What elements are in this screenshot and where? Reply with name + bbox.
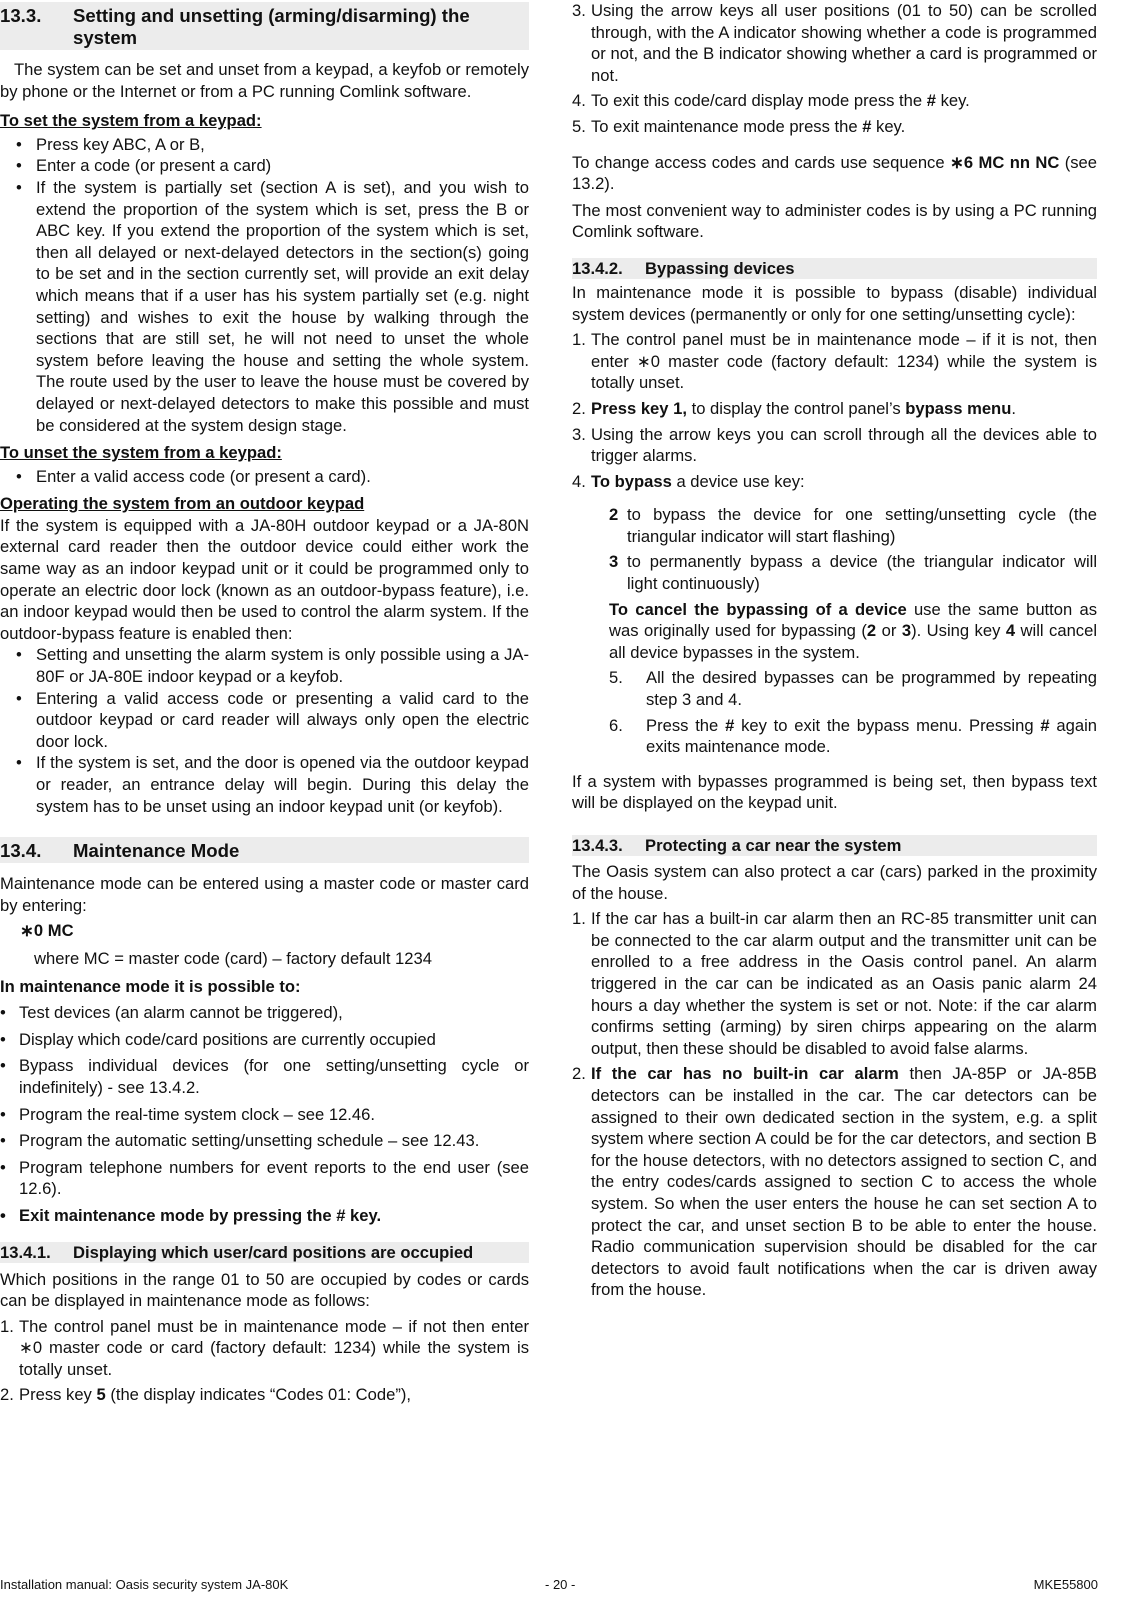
list-item: • If the system is partially set (section A is set), and you wish to extend the proportion of the system which is set, press the B or ABC key. If you extend the proportion of the system which is set, then all delayed or next-delayed detectors in the section(s) going to be set and in the section currently set, will provide an exit delay which means that if a user has his system partially set (e.g. night setting) and wishes to exit the house by walking through the sections that are still set, he will not need to unset the whole system before leaving the house and setting the whole system. The route used by the user to leave the house must be covered by delayed or next-delayed detectors to make this possible and must be considered at the system design stage. (16, 177, 529, 435)
list-item: • Press key ABC, A or B, (16, 134, 205, 154)
list-item: 4. To exit this code/card display mode press the # key. (572, 91, 970, 111)
cancel-bypass-paragraph: To cancel the bypassing of a device use the same button as was originally used for bypassing (2 or 3). Using key 4 will cancel all device bypasses in the system. (609, 599, 1098, 662)
list-item: • Entering a valid access code or presenting a valid card to the outdoor keypad or card reader will always only open the electric door lock. (16, 688, 529, 751)
maintenance-paragraph: Maintenance mode can be entered using a master code or master card by entering: (0, 874, 529, 915)
list-item: 3. Using the arrow keys all user positions (01 to 50) can be scrolled through, with the A indicator showing whether a code is programmed or not, and the B indicator showing whether a card is programmed or not. (572, 1, 1097, 85)
outdoor-heading: Operating the system from an outdoor keypad (0, 494, 365, 514)
list-item: 5. To exit maintenance mode press the # key. (572, 116, 906, 136)
list-item: 5. All the desired bypasses can be programmed by repeating step 3 and 4. (609, 668, 1097, 710)
set-bullet-list (0, 134, 529, 436)
bypass-note-paragraph: If a system with bypasses programmed is being set, then bypass text will be displayed on the keypad unit. (572, 771, 1097, 813)
list-item: • Bypass individual devices (for one setting/unsetting cycle or indefinitely) - see 13.4.2. (0, 1056, 529, 1097)
list-item: • Test devices (an alarm cannot be triggered), (0, 1003, 343, 1023)
right-column (572, 0, 1097, 1301)
list-item: 1. If the car has a built-in car alarm then an RC-85 transmitter unit can be connected to the car alarm output and the transmitter unit can be enrolled to a free address in the Oasis control panel. An alarm triggered in the car can be indicated as an Oasis panic alarm 24 hours a day whether the system is set or not. Note: if the car alarm confirms setting (arming) by siren chirps appearing on the alarm output, then these should be disabled to avoid false alarms. (572, 909, 1097, 1058)
unset-heading: To unset the system from a keypad: (0, 443, 282, 463)
list-item: 2. Press key 5 (the display indicates “Codes 01: Code”), (0, 1385, 411, 1405)
list-item: • Enter a code (or present a card) (16, 156, 272, 176)
document-code: MKE55800 (1033, 1577, 1098, 1592)
display-paragraph: Which positions in the range 01 to 50 are occupied by codes or cards can be displayed in maintenance mode as follows: (0, 1269, 529, 1311)
list-item: • Enter a valid access code (or present a card). (16, 466, 371, 486)
list-item: 1. The control panel must be in maintenance mode – if it is not, then enter ∗0 master code (factory default: 1234) while the system is totally unset. (572, 330, 1097, 393)
outdoor-paragraph: If the system is equipped with a JA-80H outdoor keypad or a JA-80N external card reader then the outdoor device could either work the same way as an indoor keypad unit or it could be programmed only to operate an electric door lock (known as an outdoor-bypass feature), i.e. an indoor keypad would then be used to control the alarm system. If the outdoor-bypass feature is enabled then: (0, 515, 529, 643)
list-item: 3 to permanently bypass a device (the triangular indicator will light continuously) (609, 552, 1097, 594)
list-item: 2 to bypass the device for one setting/unsetting cycle (the triangular indicator will start flashing) (609, 505, 1097, 546)
list-item: 2. If the car has no built-in car alarm then JA-85P or JA-85B detectors can be installed in the car. The car detectors can be assigned to their own dedicated section in the system, e.g. a split system where section A could be for the car detectors, and section B for the house detectors, with no detectors assigned to section C, and the entry codes/cards assigned to section C to access the whole system. So when the user enters the house he can set section A to protect the car, and unset section B to be able to enter the house. Radio communication supervision should be disabled for the car detectors to avoid fault notifications when the car is driven away from the house. (572, 1064, 1097, 1300)
section-13-3-heading: 13.3. Setting and unsetting (arming/disarming) the system (0, 2, 529, 50)
footer-manual-title: Installation manual: Oasis security system JA-80K (0, 1577, 289, 1592)
list-item: • Program the real-time system clock – see 12.46. (0, 1104, 375, 1124)
maintenance-sequence: ∗0 MC (20, 921, 74, 941)
list-item: • Exit maintenance mode by pressing the # key. (0, 1205, 382, 1225)
section-13-4-heading: 13.4. Maintenance Mode (0, 837, 529, 863)
set-heading: To set the system from a keypad: (0, 111, 262, 131)
section-13-4-2-heading: 13.4.2. Bypassing devices (572, 258, 1097, 279)
left-column (0, 0, 529, 1406)
change-codes-paragraph: To change access codes and cards use sequence ∗6 MC nn NC (see 13.2). (572, 152, 1097, 194)
section-13-4-3-heading: 13.4.3. Protecting a car near the system (572, 835, 1097, 856)
car-paragraph: The Oasis system can also protect a car (cars) parked in the proximity of the house. (572, 862, 1097, 903)
maintenance-bullet-list (0, 1002, 529, 1226)
list-item: 6. Press the # key to exit the bypass menu. Pressing # again exits maintenance mode. (609, 715, 1097, 757)
list-item: 4. To bypass a device use key: (572, 471, 805, 491)
list-item: • Program the automatic setting/unsetting schedule – see 12.43. (0, 1131, 480, 1151)
list-item: 3. Using the arrow keys you can scroll through all the devices able to trigger alarms. (572, 424, 1097, 466)
bypass-key-block (572, 504, 1097, 758)
list-item: • Display which code/card positions are currently occupied (0, 1029, 436, 1049)
intro-paragraph: The system can be set and unset from a keypad, a keyfob or remotely by phone or the Internet or from a PC running Comlink software. (0, 60, 529, 101)
list-item: • Program telephone numbers for event reports to the end user (see 12.6). (0, 1157, 529, 1199)
page-footer (0, 1575, 1100, 1595)
list-item: 1. The control panel must be in maintenance mode – if not then enter ∗0 master code or card (factory default: 1234) while the system is totally unset. (0, 1316, 529, 1379)
list-item: • Setting and unsetting the alarm system is only possible using a JA-80F or JA-80E indoor keypad or a keyfob. (16, 645, 529, 687)
convenient-paragraph: The most convenient way to administer codes is by using a PC running Comlink software. (572, 200, 1097, 242)
outdoor-bullet-list (0, 644, 529, 817)
list-item: 2. Press key 1, to display the control panel’s bypass menu. (572, 398, 1016, 418)
maintenance-possible-heading: In maintenance mode it is possible to: (0, 976, 301, 996)
section-13-4-1-heading: 13.4.1. Displaying which user/card positions are occupied (0, 1242, 529, 1263)
page-number: - 20 - (545, 1577, 576, 1592)
list-item: • If the system is set, and the door is opened via the outdoor keypad or reader, an entrance delay will begin. During this delay the system has to be unset using an indoor keypad unit (or keyfob). (16, 753, 529, 816)
bypass-paragraph: In maintenance mode it is possible to bypass (disable) individual system devices (permanently or only for one setting/unsetting cycle): (572, 282, 1097, 324)
maintenance-where: where MC = master code (card) – factory default 1234 (34, 948, 432, 968)
